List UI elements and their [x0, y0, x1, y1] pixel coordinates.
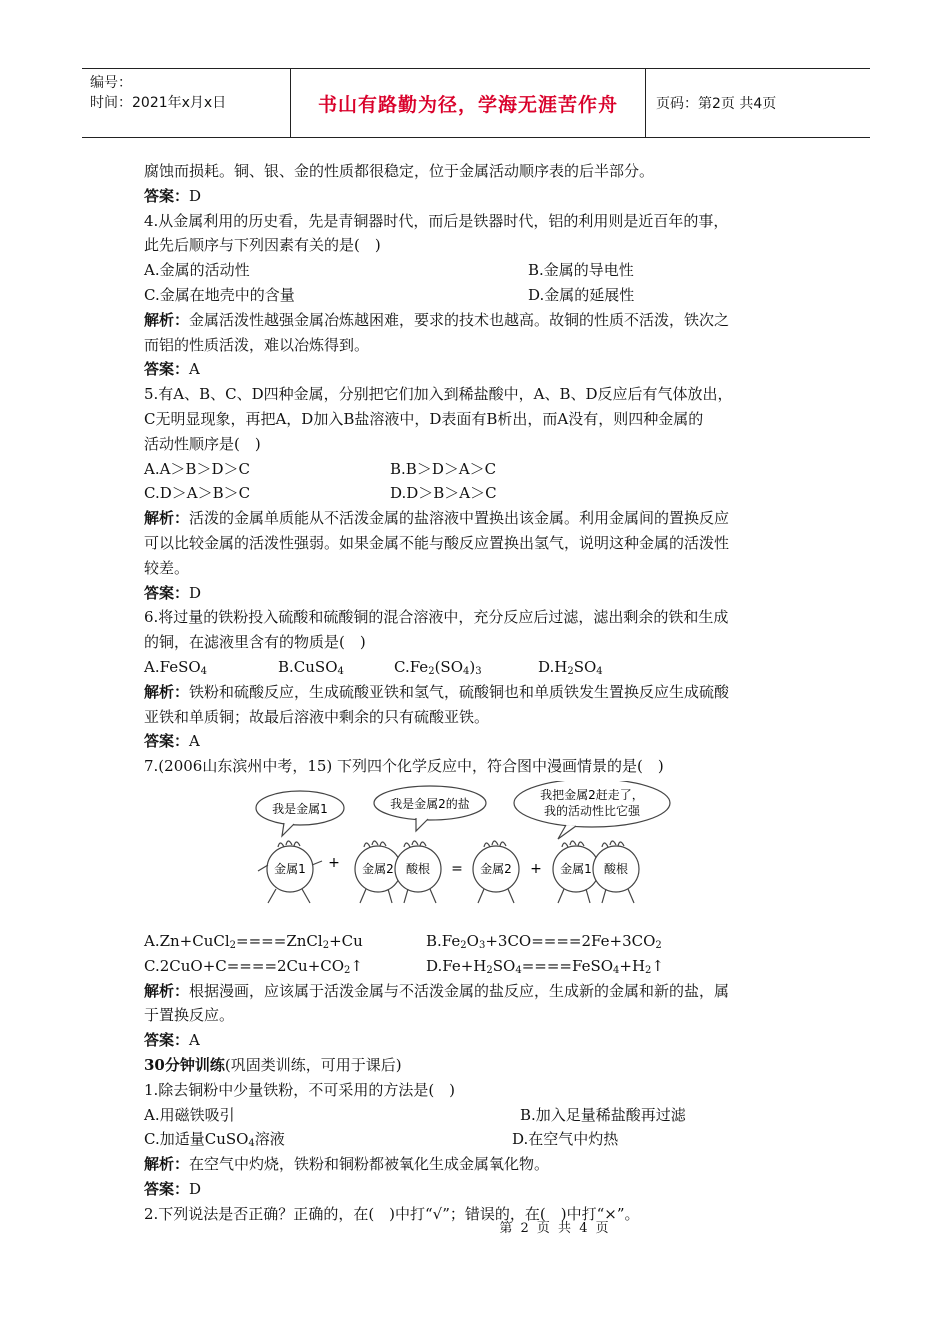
character-label: 金属1	[560, 861, 592, 876]
answer-value: A	[189, 1031, 200, 1050]
question-6-line: 6.将过量的铁粉投入硫酸和硫酸铜的混合溶液中，充分反应后过滤，滤出剩余的铁和生成	[144, 608, 729, 627]
formula-subscript: 2	[322, 939, 330, 951]
formula-part: (SO	[434, 657, 463, 676]
option-b: B.B＞D＞A＞C	[390, 459, 497, 478]
answer-line	[144, 357, 816, 382]
analysis-label: 解析：	[144, 509, 190, 528]
option-b	[278, 655, 394, 680]
answer-label: 答案：	[144, 732, 190, 751]
section-heading	[144, 1053, 816, 1078]
character-label: 金属1	[274, 861, 306, 876]
page-footer: 第 2 页 共 4 页	[499, 1221, 611, 1236]
answer-line	[144, 1177, 816, 1202]
answer-value: D	[189, 583, 202, 602]
formula-part: D.H	[538, 657, 568, 676]
question-5-line: 活动性顺序是( )	[144, 434, 261, 453]
character-label: 酸根	[603, 861, 629, 876]
formula-part: +Cu	[329, 931, 363, 950]
analysis-line	[144, 308, 816, 333]
formula-subscript: 2	[655, 939, 662, 951]
answer-line	[144, 581, 816, 606]
bubble-tail	[558, 825, 576, 839]
option-c: C.D＞A＞B＞C	[144, 484, 251, 503]
analysis-line	[144, 979, 816, 1004]
question-7-options	[144, 954, 816, 979]
analysis-line: 于置换反应。	[144, 1006, 235, 1025]
text-line: 腐蚀而损耗。铜、银、金的性质都很稳定，位于金属活动顺序表的后半部分。	[144, 162, 655, 180]
question-4-options	[144, 258, 816, 283]
formula-part: O	[466, 931, 479, 950]
section-subtitle: (巩固类训练，可用于课后)	[224, 1055, 402, 1074]
formula-subscript: 2	[460, 939, 467, 951]
formula-part: C.2CuO+C====2Cu+CO	[144, 956, 345, 975]
question-7-line: 7.(2006山东滨州中考，15) 下列四个化学反应中，符合图中漫画情景的是( )	[144, 757, 664, 776]
option-d: D.D＞B＞A＞C	[390, 484, 497, 503]
training-1-options	[144, 1127, 816, 1152]
analysis-label: 解析：	[144, 1155, 190, 1174]
formula-subscript: 4	[596, 665, 603, 677]
option-c	[144, 1127, 512, 1152]
option-c: C.金属在地壳中的含量	[144, 285, 295, 304]
option-c	[394, 655, 538, 680]
option-b	[426, 929, 662, 954]
header-number: 编号：	[90, 75, 132, 91]
answer-value: A	[189, 360, 200, 379]
formula-subscript: 4	[248, 1138, 255, 1150]
header-page-info: 页码：第2页 共4页	[656, 96, 777, 112]
formula-part: A.FeSO	[144, 657, 201, 676]
equals-sign: =	[451, 860, 463, 877]
question-5-line: C无明显现象，再把A，D加入B盐溶液中，D表面有B析出，而A没有，则四种金属的	[144, 409, 704, 428]
option-d: D.金属的延展性	[528, 285, 635, 304]
document-body	[144, 159, 816, 1226]
answer-label: 答案：	[144, 186, 190, 205]
character-label: 金属2	[480, 861, 512, 876]
header-date: 时间：2021年x月x日	[90, 95, 227, 111]
formula-part: B.Fe	[426, 931, 461, 950]
formula-subscript: 4	[463, 665, 470, 677]
bubble-text: 我是金属1	[272, 801, 328, 816]
option-d	[426, 954, 664, 979]
analysis-text: 活泼的金属单质能从不活泼金属的盐溶液中置换出该金属。利用金属间的置换反应	[189, 509, 730, 528]
answer-line	[144, 1028, 816, 1053]
question-5-options	[144, 481, 816, 506]
analysis-text: 铁粉和硫酸反应，生成硫酸亚铁和氢气，硫酸铜也和单质铁发生置换反应生成硫酸	[189, 682, 730, 701]
training-1-options	[144, 1103, 816, 1128]
bubble-text: 我把金属2赶走了，	[540, 787, 644, 802]
formula-part: ↑	[651, 956, 664, 975]
formula-subscript: 2	[567, 665, 574, 677]
plus-sign: +	[530, 860, 542, 877]
character-label: 酸根	[405, 861, 431, 876]
formula-subscript: 2	[645, 964, 652, 976]
header-motto: 书山有路勤为径，学海无涯苦作舟	[317, 93, 618, 116]
header-motto-cell	[291, 69, 646, 137]
option-a	[144, 929, 426, 954]
formula-subscript: 4	[613, 964, 620, 976]
formula-part: C.加适量CuSO	[144, 1130, 249, 1149]
answer-line	[144, 184, 816, 209]
answer-value: A	[189, 732, 200, 751]
analysis-line	[144, 506, 816, 531]
formula-part: +3CO====2Fe+3CO	[485, 931, 656, 950]
character-label: 金属2	[362, 861, 394, 876]
option-a: A.A＞B＞D＞C	[144, 459, 250, 478]
analysis-line	[144, 1152, 816, 1177]
bubble-tail	[282, 823, 294, 836]
formula-part: C.Fe	[394, 657, 429, 676]
analysis-label: 解析：	[144, 310, 190, 329]
formula-part: ====ZnCl	[236, 931, 323, 950]
formula-part: A.Zn+CuCl	[144, 931, 230, 950]
option-a: A.用磁铁吸引	[144, 1105, 235, 1124]
analysis-label: 解析：	[144, 981, 190, 1000]
analysis-line: 亚铁和单质铜；故最后溶液中剩余的只有硫酸亚铁。	[144, 707, 490, 726]
formula-subscript: 2	[486, 964, 493, 976]
bubble-text: 我是金属2的盐	[390, 796, 470, 811]
formula-part: +H	[619, 956, 646, 975]
answer-label: 答案：	[144, 1179, 190, 1198]
option-d: D.在空气中灼热	[512, 1130, 619, 1149]
bubble-tail	[416, 818, 428, 831]
question-4-options	[144, 283, 816, 308]
question-4-line: 此先后顺序与下列因素有关的是( )	[144, 236, 381, 255]
cartoon-illustration	[254, 781, 674, 921]
page-header	[82, 68, 870, 138]
formula-subscript: 4	[515, 964, 522, 976]
answer-label: 答案：	[144, 360, 190, 379]
option-b: B.加入足量稀盐酸再过滤	[520, 1105, 686, 1124]
option-d	[538, 655, 603, 680]
formula-part: D.Fe+H	[426, 956, 487, 975]
answer-value: D	[189, 1179, 202, 1198]
header-meta	[82, 69, 291, 137]
formula-part: SO	[573, 657, 597, 676]
question-6-line: 的铜，在滤液里含有的物质是( )	[144, 633, 366, 652]
formula-part: SO	[492, 956, 516, 975]
analysis-text: 在空气中灼烧，铁粉和铜粉都被氧化生成金属氧化物。	[189, 1155, 550, 1174]
option-b: B.金属的导电性	[528, 261, 634, 280]
answer-label: 答案：	[144, 1031, 190, 1050]
plus-sign: +	[328, 854, 340, 871]
section-title: 30分钟训练	[144, 1055, 225, 1074]
training-2-line: 2.下列说法是否正确？正确的，在( )中打“√”；错误的，在( )中打“×”。	[144, 1204, 640, 1223]
answer-label: 答案：	[144, 583, 190, 602]
formula-subscript: 2	[229, 939, 237, 951]
bubble-text: 我的活动性比它强	[543, 803, 641, 818]
option-a	[144, 655, 278, 680]
option-a: A.金属的活动性	[144, 261, 250, 280]
question-4-line: 4.从金属利用的历史看，先是青铜器时代，而后是铁器时代，铝的利用则是近百年的事，	[144, 211, 729, 230]
formula-subscript: 3	[478, 939, 486, 951]
analysis-line: 较差。	[144, 558, 190, 577]
formula-subscript: 4	[337, 665, 344, 677]
training-1-line: 1.除去铜粉中少量铁粉，不可采用的方法是( )	[144, 1080, 456, 1099]
question-5-options	[144, 457, 816, 482]
analysis-text: 根据漫画，应该属于活泼金属与不活泼金属的盐反应，生成新的金属和新的盐，属	[189, 981, 730, 1000]
question-7-options	[144, 929, 816, 954]
formula-part: ↑	[350, 956, 363, 975]
question-5-line: 5.有A、B、C、D四种金属，分别把它们加入到稀盐酸中，A、B、D反应后有气体放出，	[144, 385, 733, 404]
answer-value: D	[189, 186, 202, 205]
question-6-options	[144, 655, 816, 680]
formula-part: )	[469, 657, 476, 676]
analysis-line: 可以比较金属的活泼性强弱。如果金属不能与酸反应置换出氢气，说明这种金属的活泼性	[144, 533, 730, 552]
analysis-line	[144, 680, 816, 705]
option-c	[144, 954, 426, 979]
analysis-line: 而铝的性质活泼，难以冶炼得到。	[144, 335, 370, 354]
formula-subscript: 2	[428, 665, 435, 677]
answer-line	[144, 729, 816, 754]
cartoon-figure	[144, 779, 816, 929]
formula-part: B.CuSO	[278, 657, 338, 676]
formula-part: ====FeSO	[521, 956, 614, 975]
formula-subscript: 2	[344, 964, 351, 976]
formula-subscript: 3	[475, 665, 482, 677]
formula-part: 溶液	[254, 1130, 285, 1149]
analysis-label: 解析：	[144, 682, 190, 701]
formula-subscript: 4	[200, 665, 208, 677]
analysis-text: 金属活泼性越强金属冶炼越困难，要求的技术也越高。故铜的性质不活泼，铁次之	[189, 310, 730, 329]
